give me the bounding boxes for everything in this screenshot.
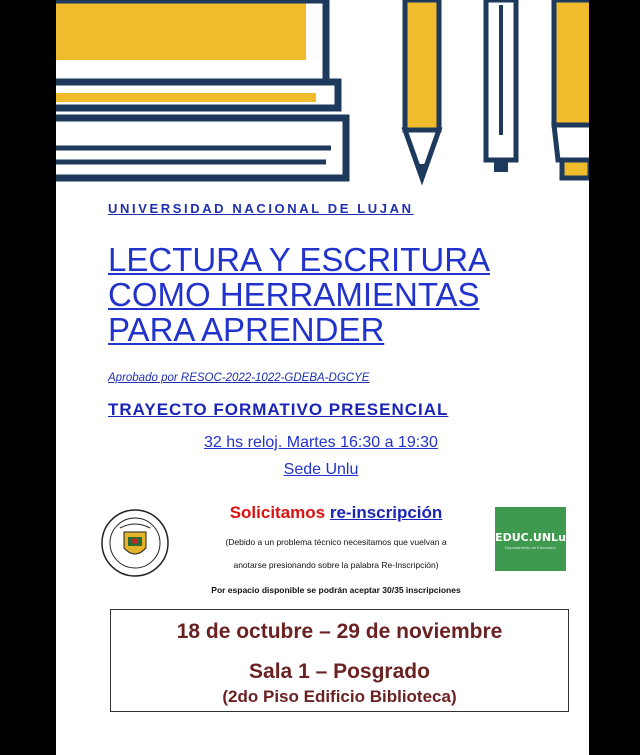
flyer-page — [56, 0, 589, 755]
reinscription-link[interactable]: re-inscripción — [329, 503, 443, 522]
educ-unlu-logo — [495, 507, 566, 571]
books-pencils-illustration — [56, 0, 589, 190]
title-line: PARA APRENDER — [108, 311, 385, 348]
university-name: UNIVERSIDAD NACIONAL DE LUJAN — [108, 201, 414, 216]
course-title-link[interactable] — [108, 242, 490, 347]
event-room: Sala 1 – Posgrado — [249, 660, 430, 683]
marker-icon — [554, 0, 589, 178]
educ-unlu-subtext: Departamento de Educación — [505, 545, 556, 550]
capacity-note: Por espacio disponible se podrán aceptar 30/35 inscripciones — [211, 585, 461, 595]
solicit-prefix: Solicitamos — [229, 503, 326, 522]
technical-note-line: (Debido a un problema técnico necesitamos que vuelvan a — [225, 537, 447, 547]
schedule-link[interactable]: 32 hs reloj. Martes 16:30 a 19:30 — [204, 434, 438, 451]
reinscription-request — [186, 503, 486, 523]
educ-unlu-text: EDUC.UNLu — [495, 531, 566, 544]
technical-note-line: anotarse presionando sobre la palabra Re-Inscripción) — [233, 560, 439, 570]
approval-resolution-link[interactable]: Aprobado por RESOC-2022-1022-GDEBA-DGCYE — [108, 372, 370, 384]
event-info-box — [110, 609, 569, 712]
event-building: (2do Piso Edificio Biblioteca) — [222, 687, 457, 706]
books-stack-icon — [56, 0, 346, 178]
pen-icon — [486, 0, 516, 172]
unlu-seal-logo — [100, 508, 170, 578]
event-dates: 18 de octubre – 29 de noviembre — [176, 620, 503, 643]
venue-link[interactable]: Sede Unlu — [283, 461, 359, 478]
title-line: LECTURA Y ESCRITURA — [108, 241, 491, 278]
pencil-icon — [405, 0, 439, 178]
title-line: COMO HERRAMIENTAS — [108, 276, 480, 313]
trayecto-heading-link[interactable]: TRAYECTO FORMATIVO PRESENCIAL — [108, 400, 449, 419]
